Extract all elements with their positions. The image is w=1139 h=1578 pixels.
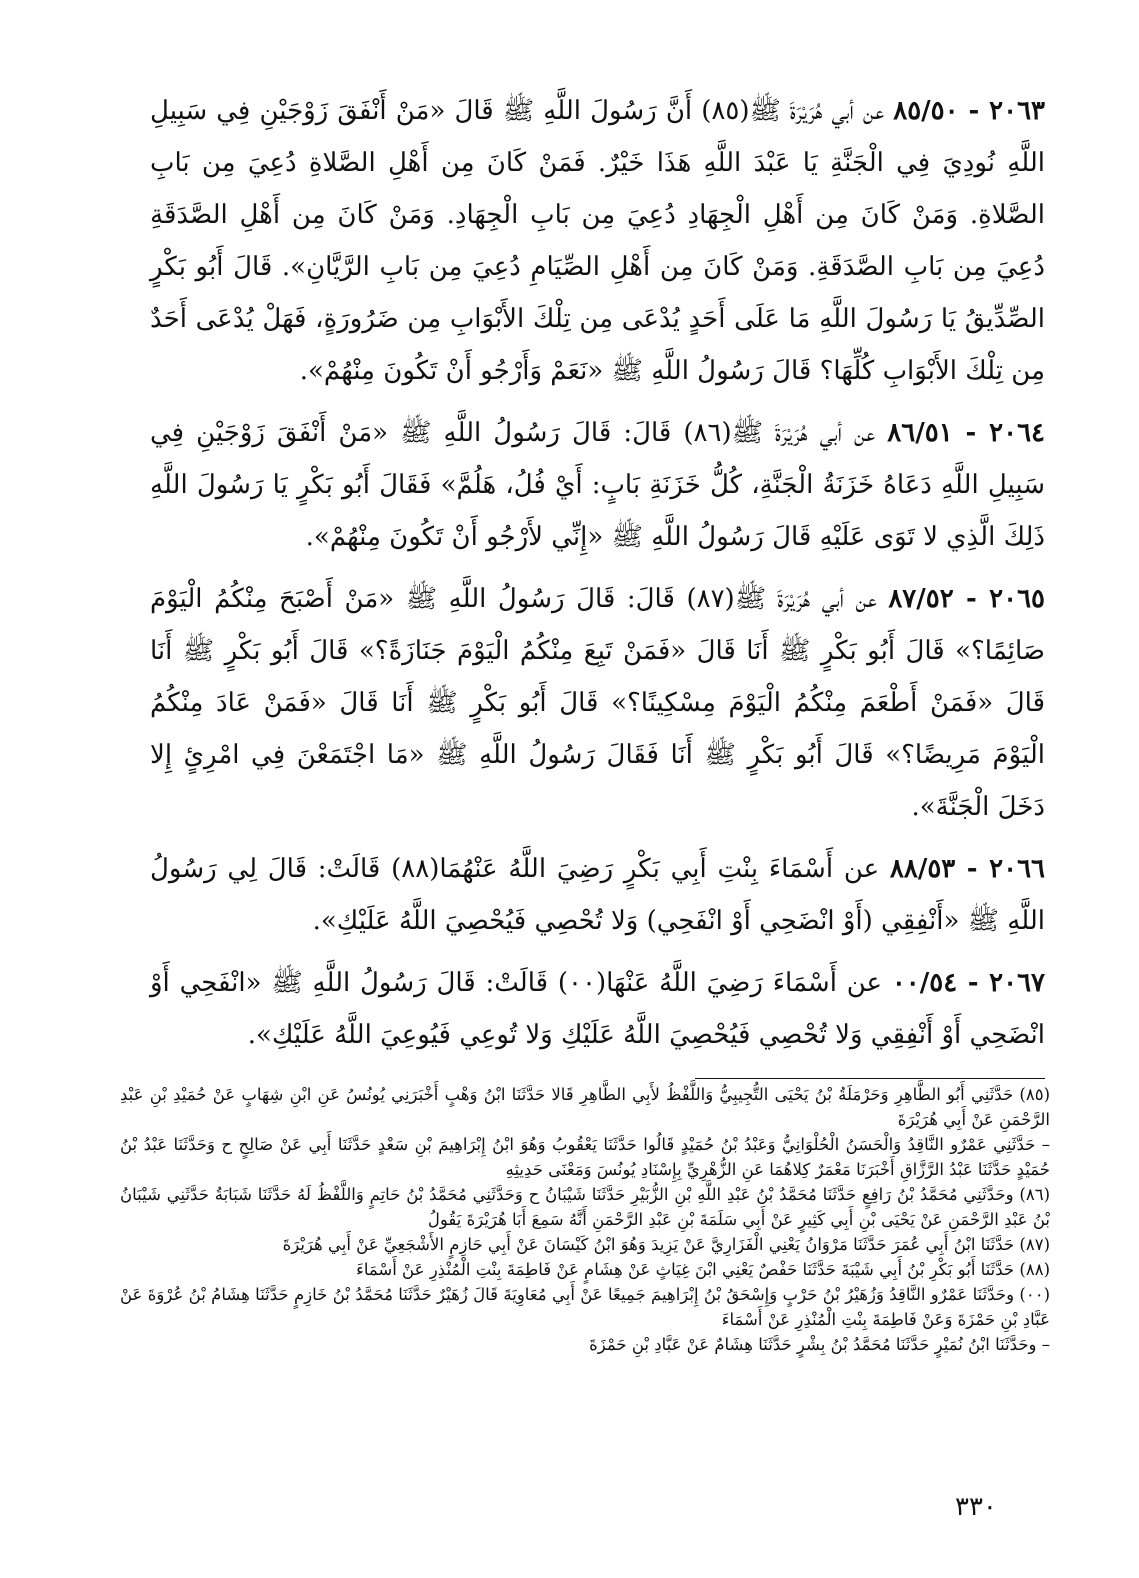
main-text: [150, 85, 1045, 1071]
hadith-number: ٢٠٦٧ - ٠٠/٥٤: [891, 968, 1045, 998]
footnote: (٨٨) حَدَّثَنَا أَبُو بَكْرِ بْنُ أَبِي شَيْبَةَ حَدَّثَنَا حَفْصٌ يَعْنِي ابْنَ غِيَاثٍ عَنْ هِشَامٍ عَنْ فَاطِمَةَ بِنْتِ الْمُنْذِرِ عَنْ أَسْمَاءَ: [356, 1260, 1050, 1279]
footnote: (٨٦) وحَدَّثَنِي مُحَمَّدُ بْنُ رَافِعٍ حَدَّثَنَا مُحَمَّدُ بْنُ عَبْدِ اللَّهِ بْنِ الزُّبَيْرِ حَدَّثَنَا شَيْبَانُ ح وَحَدَّثَنِي مُحَمَّدُ بْنُ حَاتِمٍ وَاللَّفْظُ لَهُ حَدَّثَنَا شَبَابَةُ حَدَّثَنِي شَيْبَانُ بْنُ عَبْدِ الرَّحْمَنِ عَنْ يَحْيَى بْنِ أَبِي كَثِيرٍ عَنْ أَبِي سَلَمَةَ بْنِ عَبْدِ الرَّحْمَنِ أَنَّهُ سَمِعَ أَبَا هُرَيْرَةَ يَقُولُ: [120, 1185, 1050, 1229]
hadith-text: عن أبي هُرَيْرَةَ ﷺ(٨٧) قَالَ: قَالَ رَسُولُ اللَّهِ ﷺ «مَنْ أَصْبَحَ مِنْكُمُ الْيَوْمَ صَائِمًا؟» قَالَ أَبُو بَكْرٍ ﷺ أَنَا قَالَ «فَمَنْ تَبِعَ مِنْكُمُ الْيَوْمَ جَنَازَةً؟» قَالَ أَبُو بَكْرٍ ﷺ أَنَا قَالَ «فَمَنْ أَطْعَمَ مِنْكُمُ الْيَوْمَ مِسْكِينًا؟» قَالَ أَبُو بَكْرٍ ﷺ أَنَا قَالَ «فَمَنْ عَادَ مِنْكُمُ الْيَوْمَ مَرِيضًا؟» قَالَ أَبُو بَكْرٍ ﷺ أَنَا فَقَالَ رَسُولُ اللَّهِ ﷺ «مَا اجْتَمَعْنَ فِي امْرِئٍ إِلا دَخَلَ الْجَنَّةَ».: [150, 584, 1045, 822]
footnotes: [120, 1082, 1050, 1357]
footnote: (٠٠) وحَدَّثَنَا عَمْرٌو النَّاقِدُ وَزُهَيْرُ بْنُ حَرْبٍ وَإِسْحَقُ بْنُ إِبْرَاهِيمَ جَمِيعًا عَنْ أَبِي مُعَاوِيَةَ قَالَ زُهَيْرٌ حَدَّثَنَا مُحَمَّدُ بْنُ خَازِمٍ حَدَّثَنَا هِشَامُ بْنُ عُرْوَةَ عَنْ عَبَّادِ بْنِ حَمْزَةَ وَعَنْ فَاطِمَةَ بِنْتِ الْمُنْذِرِ عَنْ أَسْمَاءَ: [120, 1285, 1050, 1329]
hadith-number: ٢٠٦٦ - ٨٨/٥٣: [889, 854, 1045, 884]
page-number: ٣٣٠: [955, 1492, 997, 1522]
footnote: – وحَدَّثَنَا ابْنُ نُمَيْرٍ حَدَّثَنَا مُحَمَّدُ بْنُ بِشْرٍ حَدَّثَنَا هِشَامٌ عَنْ عَبَّادِ بْنِ حَمْزَةَ: [589, 1335, 1050, 1354]
footnote: (٨٧) حَدَّثَنَا ابْنُ أَبِي عُمَرَ حَدَّثَنَا مَرْوَانُ يَعْنِي الْفَزَارِيَّ عَنْ يَزِيدَ وَهُوَ ابْنُ كَيْسَانَ عَنْ أَبِي حَازِمٍ الأَشْجَعِيِّ عَنْ أَبِي هُرَيْرَةَ: [282, 1235, 1050, 1254]
hadith-number: ٢٠٦٣ - ٨٥/٥٠: [893, 96, 1045, 126]
hadith-number: ٢٠٦٤ - ٨٦/٥١: [887, 418, 1046, 448]
hadith-number: ٢٠٦٥ - ٨٧/٥٢: [888, 584, 1046, 614]
footnote: (٨٥) حَدَّثَنِي أَبُو الطَّاهِرِ وَحَرْمَلَةُ بْنُ يَحْيَى التُّجِيبِيُّ وَاللَّفْظُ لأَبِي الطَّاهِرِ قَالا حَدَّثَنَا ابْنُ وَهْبٍ أَخْبَرَنِي يُونُسُ عَنِ ابْنِ شِهَابٍ عَنْ حُمَيْدِ بْنِ عَبْدِ الرَّحْمَنِ عَنْ أَبِي هُرَيْرَةَ: [120, 1085, 1050, 1129]
hadith-text: عن أَسْمَاءَ بِنْتِ أَبِي بَكْرٍ رَضِيَ اللَّهُ عَنْهُمَا(٨٨) قَالَتْ: قَالَ لِي رَسُولُ اللَّهِ ﷺ «أَنْفِقِي (أَوْ انْضَحِي أَوْ انْفَحِي) وَلا تُحْصِي فَيُحْصِيَ اللَّهُ عَلَيْكِ».: [150, 854, 1045, 936]
hadith-text: عن أبي هُرَيْرَةَ ﷺ(٨٥) أَنَّ رَسُولَ اللَّهِ ﷺ قَالَ «مَنْ أَنْفَقَ زَوْجَيْنِ فِي سَبِيلِ اللَّهِ نُودِيَ فِي الْجَنَّةِ يَا عَبْدَ اللَّهِ هَذَا خَيْرٌ. فَمَنْ كَانَ مِن أَهْلِ الصَّلاةِ دُعِيَ مِن بَابِ الصَّلاةِ. وَمَنْ كَانَ مِن أَهْلِ الْجِهَادِ دُعِيَ مِن بَابِ الْجِهَادِ. وَمَنْ كَانَ مِن أَهْلِ الصَّدَقَةِ دُعِيَ مِن بَابِ الصَّدَقَةِ. وَمَنْ كَانَ مِن أَهْلِ الصِّيَامِ دُعِيَ مِن بَابِ الرَّيَّانِ». قَالَ أَبُو بَكْرٍ الصِّدِّيقُ يَا رَسُولَ اللَّهِ مَا عَلَى أَحَدٍ يُدْعَى مِن تِلْكَ الأَبْوَابِ مِن ضَرُورَةٍ، فَهَلْ يُدْعَى أَحَدٌ مِن تِلْكَ الأَبْوَابِ كُلِّهَا؟ قَالَ رَسُولُ اللَّهِ ﷺ «نَعَمْ وَأَرْجُو أَنْ تَكُونَ مِنْهُمْ».: [150, 96, 1045, 386]
hadith-2067: [150, 957, 1045, 1061]
footnote: – حَدَّثَنِي عَمْرٌو النَّاقِدُ وَالْحَسَنُ الْحُلْوَانِيُّ وَعَبْدُ بْنُ حُمَيْدٍ قَالُوا حَدَّثَنَا يَعْقُوبُ وَهُوَ ابْنُ إِبْرَاهِيمَ بْنِ سَعْدٍ حَدَّثَنَا أَبِي عَنْ صَالِحٍ ح وَحَدَّثَنَا عَبْدُ بْنُ حُمَيْدٍ حَدَّثَنَا عَبْدُ الرَّزَّاقِ أَخْبَرَنَا مَعْمَرٌ كِلاهُمَا عَنِ الزُّهْرِيِّ بِإِسْنَادِ يُونُسَ وَمَعْنَى حَدِيثِهِ: [120, 1135, 1050, 1179]
hadith-text: عن أَسْمَاءَ رَضِيَ اللَّهُ عَنْهَا(٠٠) قَالَتْ: قَالَ رَسُولُ اللَّهِ ﷺ «انْفَحِي أَوْ انْضَحِي أَوْ أَنْفِقِي وَلا تُحْصِي فَيُحْصِيَ اللَّهُ عَلَيْكِ وَلا تُوعِي فَيُوعِيَ اللَّهُ عَلَيْكِ».: [150, 968, 1045, 1050]
footnote-separator: [695, 1078, 1045, 1079]
hadith-2066: [150, 843, 1045, 947]
hadith-text: عن أبي هُرَيْرَةَ ﷺ(٨٦) قَالَ: قَالَ رَسُولُ اللَّهِ ﷺ «مَنْ أَنْفَقَ زَوْجَيْنِ فِي سَبِيلِ اللَّهِ دَعَاهُ خَزَنَةُ الْجَنَّةِ، كُلُّ خَزَنَةِ بَابٍ: أَيْ فُلُ، هَلُمَّ» فَقَالَ أَبُو بَكْرٍ يَا رَسُولَ اللَّهِ ذَلِكَ الَّذِي لا تَوَى عَلَيْهِ قَالَ رَسُولُ اللَّهِ ﷺ «إِنِّي لأَرْجُو أَنْ تَكُونَ مِنْهُمْ».: [150, 418, 1045, 552]
hadith-2063: [150, 85, 1045, 397]
hadith-2065: [150, 573, 1045, 833]
hadith-2064: [150, 407, 1045, 563]
